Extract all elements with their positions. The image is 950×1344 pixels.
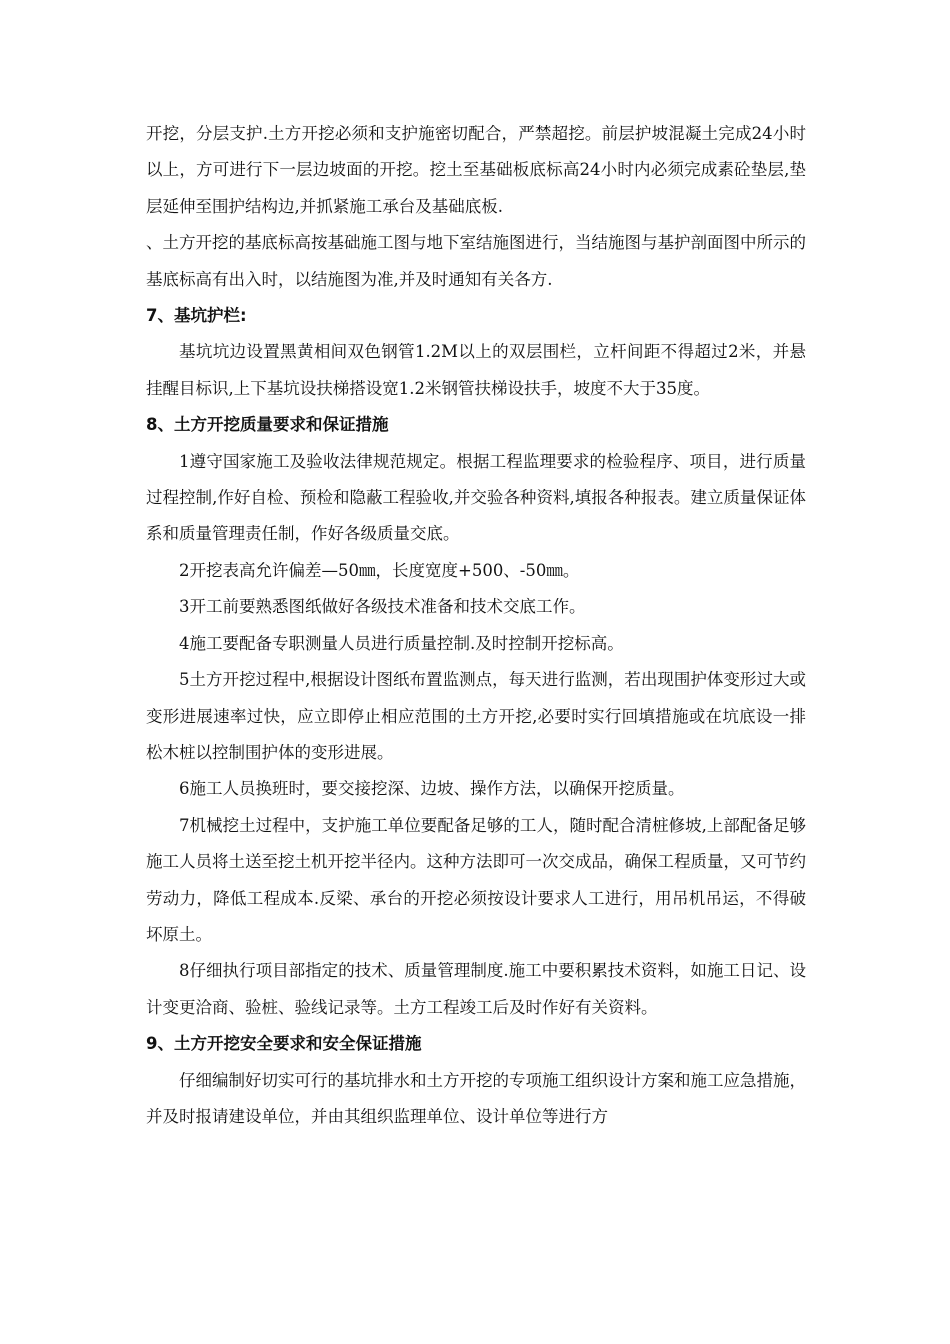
section-8-item-6: 6施工人员换班时，要交接挖深、边坡、操作方法，以确保开挖质量。 xyxy=(179,779,685,799)
paragraph-base-elevation: 、土方开挖的基底标高按基础施工图与地下室结施图进行，当结施图与基护剖面图中所示的基底标高有出入时，以结施图为准,并及时通知有关各方. xyxy=(146,233,806,289)
section-7-body: 基坑坑边设置黑黄相间双色钢管1.2M以上的双层围栏，立杆间距不得超过2米，并悬挂醒目标识,上下基坑设扶梯搭设宽1.2米钢管扶梯设扶手，坡度不大于35度。 xyxy=(146,342,806,398)
document-page xyxy=(146,116,806,1135)
section-8-heading: 8、土方开挖质量要求和保证措施 xyxy=(146,415,389,435)
section-8-item-1: 1遵守国家施工及验收法律规范规定。根据工程监理要求的检验程序、项目，进行质量过程控制,作好自检、预检和隐蔽工程验收,并交验各种资料,填报各种报表。建立质量保证体系和质量管理责任制，作好各级质量交底。 xyxy=(146,451,806,544)
section-8-item-8: 8仔细执行项目部指定的技术、质量管理制度.施工中要积累技术资料，如施工日记、设计变更洽商、验桩、验线记录等。土方工程竣工后及时作好有关资料。 xyxy=(146,961,806,1017)
section-8-item-2: 2开挖表高允许偏差—50㎜，长度宽度+500、-50㎜。 xyxy=(179,560,580,580)
section-9-body: 仔细编制好切实可行的基坑排水和土方开挖的专项施工组织设计方案和施工应急措施，并及时报请建设单位，并由其组织监理单位、设计单位等进行方 xyxy=(146,1070,806,1126)
section-8-item-7: 7机械挖土过程中，支护施工单位要配备足够的工人，随时配合清桩修坡,上部配备足够施工人员将土送至挖土机开挖半径内。这种方法即可一次交成品，确保工程质量，又可节约劳动力，降低工程成本.反梁、承台的开挖必须按设计要求人工进行，用吊机吊运，不得破坏原土。 xyxy=(146,815,806,944)
paragraph-excavation-layers: 开挖，分层支护.土方开挖必须和支护施密切配合，严禁超挖。前层护坡混凝土完成24小时以上，方可进行下一层边坡面的开挖。挖土至基础板底标高24小时内必须完成素砼垫层,垫层延伸至围护结构边,并抓紧施工承台及基础底板. xyxy=(146,124,806,216)
section-8-item-5: 5土方开挖过程中,根据设计图纸布置监测点，每天进行监测，若出现围护体变形过大或变形进展速率过快，应立即停止相应范围的土方开挖,必要时实行回填措施或在坑底设一排松木桩以控制围护体的变形进展。 xyxy=(146,670,806,762)
section-7-heading: 7、基坑护栏: xyxy=(146,306,247,326)
section-9-heading: 9、土方开挖安全要求和安全保证措施 xyxy=(146,1034,422,1054)
section-8-item-4: 4施工要配备专职测量人员进行质量控制.及时控制开挖标高。 xyxy=(179,633,624,653)
section-8-item-3: 3开工前要熟悉图纸做好各级技术准备和技术交底工作。 xyxy=(179,597,586,617)
